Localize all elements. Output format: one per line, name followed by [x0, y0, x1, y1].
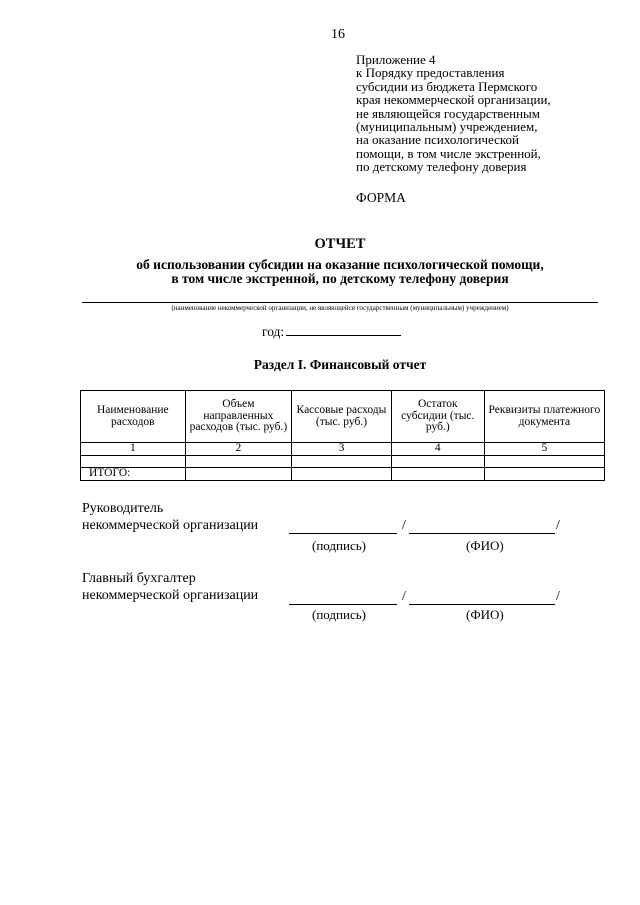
appendix-line: (муниципальным) учреждением,	[356, 119, 538, 135]
accountant-title-line-2: некоммерческой организации	[82, 588, 259, 603]
table-number-row	[81, 443, 605, 456]
appendix-line: Приложение 4	[356, 52, 436, 67]
appendix-line: края некоммерческой организации,	[356, 92, 551, 108]
header-subsidy-balance: Остаток субсидии (тыс. руб.)	[391, 391, 484, 443]
table-total-row	[81, 468, 605, 481]
director-signature-field[interactable]	[289, 521, 397, 534]
table-cell[interactable]	[484, 456, 604, 468]
column-number: 5	[484, 443, 604, 456]
table-cell[interactable]	[185, 468, 291, 481]
document-title: ОТЧЕТ	[314, 236, 366, 252]
year-field[interactable]	[286, 323, 401, 336]
accountant-signature-field[interactable]	[289, 592, 397, 605]
director-title-line-2: некоммерческой организации	[82, 518, 259, 533]
document-subtitle	[0, 258, 640, 286]
accountant-slash-left: /	[402, 589, 406, 604]
director-slash-right: /	[556, 518, 560, 533]
appendix-line: к Порядку предоставления	[356, 65, 505, 81]
financial-report-table	[80, 390, 605, 481]
director-title-line-1: Руководитель	[82, 501, 164, 516]
table-row	[81, 456, 605, 468]
column-number: 2	[185, 443, 291, 456]
table-cell[interactable]	[185, 456, 291, 468]
accountant-title-line-1: Главный бухгалтер	[82, 571, 196, 586]
table-cell[interactable]	[292, 456, 392, 468]
table-cell[interactable]	[484, 468, 604, 481]
appendix-line: по детскому телефону доверия	[356, 159, 527, 175]
director-title	[82, 500, 258, 534]
table-cell[interactable]	[81, 456, 186, 468]
year-label: год:	[262, 324, 285, 339]
appendix-line: помощи, в том числе экстренной,	[356, 145, 541, 161]
page-number: 16	[331, 27, 345, 42]
accountant-sign-caption: (подпись)	[312, 607, 366, 622]
table-cell[interactable]	[391, 456, 484, 468]
form-label: ФОРМА	[356, 190, 406, 205]
year-row	[262, 323, 401, 340]
total-label: ИТОГО:	[81, 468, 186, 481]
header-expense-volume: Объем направленных расходов (тыс. руб.)	[185, 391, 291, 443]
column-number: 3	[292, 443, 392, 456]
appendix-line: не являющейся государственным	[356, 105, 540, 121]
column-number: 4	[391, 443, 484, 456]
appendix-note	[356, 53, 626, 174]
column-number: 1	[81, 443, 186, 456]
appendix-line: субсидии из бюджета Пермского	[356, 78, 538, 94]
director-slash-left: /	[402, 518, 406, 533]
organization-name-line[interactable]	[82, 302, 598, 303]
header-expense-name: Наименование расходов	[81, 391, 186, 443]
appendix-line: на оказание психологической	[356, 132, 520, 148]
accountant-name-caption: (ФИО)	[466, 607, 504, 622]
table-cell[interactable]	[292, 468, 392, 481]
table-cell[interactable]	[391, 468, 484, 481]
section-title: Раздел I. Финансовый отчет	[253, 357, 427, 372]
organization-caption: (наименование некоммерческой организации, не являющейся государственным (муниципальным) учреждением)	[171, 304, 509, 312]
table-header-row	[81, 391, 605, 443]
accountant-title	[82, 570, 258, 604]
header-payment-details: Реквизиты платежного документа	[484, 391, 604, 443]
header-cash-expenses: Кассовые расходы (тыс. руб.)	[292, 391, 392, 443]
subtitle-line-2: в том числе экстренной, по детскому телефону доверия	[171, 271, 509, 286]
accountant-slash-right: /	[556, 589, 560, 604]
accountant-name-field[interactable]	[409, 592, 555, 605]
subtitle-line-1: об использовании субсидии на оказание психологической помощи,	[136, 257, 544, 272]
director-name-caption: (ФИО)	[466, 538, 504, 553]
director-sign-caption: (подпись)	[312, 538, 366, 553]
director-name-field[interactable]	[409, 521, 555, 534]
